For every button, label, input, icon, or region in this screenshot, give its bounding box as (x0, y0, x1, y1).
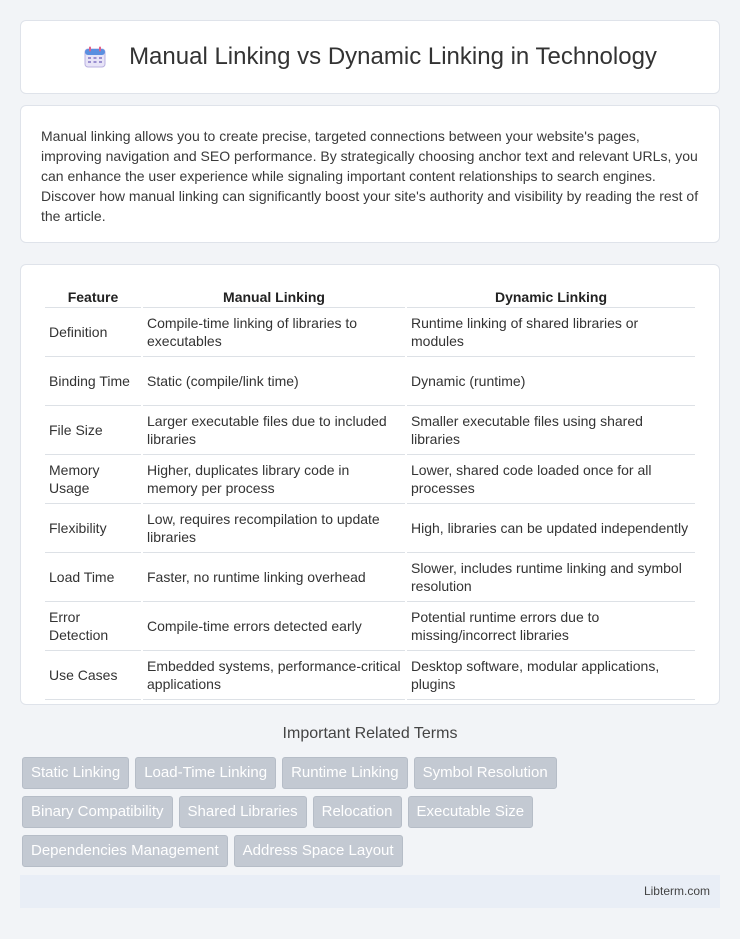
dynamic-cell: Dynamic (runtime) (407, 357, 695, 406)
manual-cell: Larger executable files due to included libraries (143, 406, 405, 455)
table-row (45, 504, 695, 553)
tag-static-linking[interactable]: Static Linking (22, 757, 129, 789)
dynamic-cell: Slower, includes runtime linking and symbol resolution (407, 553, 695, 602)
dynamic-cell: Smaller executable files using shared libraries (407, 406, 695, 455)
tag-symbol-resolution[interactable]: Symbol Resolution (414, 757, 557, 789)
footer (20, 875, 720, 908)
manual-cell: Embedded systems, performance-critical applications (143, 651, 405, 700)
manual-cell: Compile-time errors detected early (143, 602, 405, 651)
comparison-table-card (20, 264, 720, 705)
feature-cell: Use Cases (45, 651, 141, 700)
page-title: Manual Linking vs Dynamic Linking in Technology (129, 43, 657, 70)
tag-dependencies-management[interactable]: Dependencies Management (22, 835, 228, 867)
title-card (20, 20, 720, 94)
dynamic-cell: Desktop software, modular applications, plugins (407, 651, 695, 700)
intro-text: Manual linking allows you to create precise, targeted connections between your website's pages, improving navigation and SEO performance. By strategically choosing anchor text and relevant URLs, you can enhance the user experience while signaling important content relationships to search engines. Discover how manual linking can significantly boost your site's authority and visibility by reading the rest of the article. (41, 128, 699, 224)
tag-relocation[interactable]: Relocation (313, 796, 402, 828)
manual-cell: Faster, no runtime linking overhead (143, 553, 405, 602)
dynamic-cell: High, libraries can be updated independently (407, 504, 695, 553)
table-row (45, 553, 695, 602)
manual-cell: Static (compile/link time) (143, 357, 405, 406)
manual-cell: Compile-time linking of libraries to executables (143, 308, 405, 357)
table-row (45, 602, 695, 651)
intro-card (20, 105, 720, 243)
feature-cell: Error Detection (45, 602, 141, 651)
feature-cell: Memory Usage (45, 455, 141, 504)
table-row (45, 406, 695, 455)
tag-address-space-layout[interactable]: Address Space Layout (234, 835, 403, 867)
tag-runtime-linking[interactable]: Runtime Linking (282, 757, 408, 789)
header-manual: Manual Linking (143, 285, 405, 308)
dynamic-cell: Runtime linking of shared libraries or modules (407, 308, 695, 357)
tag-shared-libraries[interactable]: Shared Libraries (179, 796, 307, 828)
table-row (45, 651, 695, 700)
table-header-row (45, 285, 695, 308)
tag-executable-size[interactable]: Executable Size (408, 796, 534, 828)
feature-cell: Definition (45, 308, 141, 357)
related-terms-title: Important Related Terms (282, 725, 458, 742)
header-feature: Feature (45, 285, 141, 308)
header-dynamic: Dynamic Linking (407, 285, 695, 308)
table-row (45, 357, 695, 406)
calendar-icon (83, 45, 107, 69)
feature-cell: Binding Time (45, 357, 141, 406)
table-row (45, 455, 695, 504)
comparison-table (43, 285, 697, 700)
table-row (45, 308, 695, 357)
feature-cell: File Size (45, 406, 141, 455)
related-terms-list (22, 757, 722, 874)
footer-site-link[interactable]: Libterm.com (643, 884, 710, 898)
manual-cell: Low, requires recompilation to update libraries (143, 504, 405, 553)
feature-cell: Flexibility (45, 504, 141, 553)
dynamic-cell: Lower, shared code loaded once for all processes (407, 455, 695, 504)
feature-cell: Load Time (45, 553, 141, 602)
tag-load-time-linking[interactable]: Load-Time Linking (135, 757, 276, 789)
tag-binary-compatibility[interactable]: Binary Compatibility (22, 796, 173, 828)
manual-cell: Higher, duplicates library code in memory per process (143, 455, 405, 504)
dynamic-cell: Potential runtime errors due to missing/incorrect libraries (407, 602, 695, 651)
